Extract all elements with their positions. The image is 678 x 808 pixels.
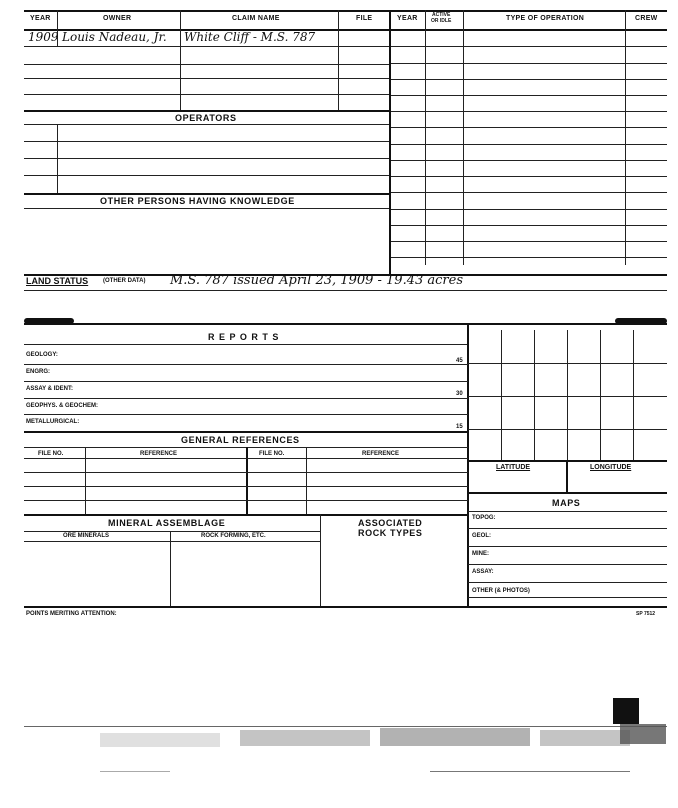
col-active-line1: ACTIVE xyxy=(431,12,451,18)
ref-reference-2: REFERENCE xyxy=(362,451,400,457)
ref-file-no-2: FILE NO. xyxy=(259,451,285,457)
mineral-assemblage-title: MINERAL ASSEMBLAGE xyxy=(108,518,226,528)
longitude-label: LONGITUDE xyxy=(590,464,632,471)
col-year: YEAR xyxy=(30,15,51,22)
geophys-label: GEOPHYS. & GEOCHEM: xyxy=(26,403,99,409)
metallurgical-label: METALLURGICAL: xyxy=(26,419,80,425)
engrg-label: ENGRG: xyxy=(26,369,50,375)
ref-file-no-1: FILE NO. xyxy=(38,451,64,457)
geology-label: GEOLOGY: xyxy=(26,352,58,358)
associated-line1: ASSOCIATED xyxy=(358,518,423,528)
general-references-title: GENERAL REFERENCES xyxy=(181,435,300,445)
col-crew: CREW xyxy=(635,15,658,22)
assay-ident-label: ASSAY & IDENT: xyxy=(26,386,74,392)
maps-mine: MINE: xyxy=(472,551,489,557)
maps-title: MAPS xyxy=(552,498,581,508)
scale-45: 45 xyxy=(456,358,463,364)
ref-reference-1: REFERENCE xyxy=(140,451,178,457)
col-owner: OWNER xyxy=(103,15,132,22)
col-year-2: YEAR xyxy=(397,15,418,22)
col-file: FILE xyxy=(356,15,373,22)
maps-topog: TOPOG: xyxy=(472,515,496,521)
operators-heading: OPERATORS xyxy=(175,113,237,123)
latitude-label: LATITUDE xyxy=(496,464,531,471)
col-active-idle xyxy=(431,12,451,24)
land-status-label: LAND STATUS xyxy=(26,276,89,286)
other-persons-heading: OTHER PERSONS HAVING KNOWLEDGE xyxy=(100,196,295,206)
entry-claim: White Cliff - M.S. 787 xyxy=(184,30,316,44)
maps-other: OTHER (& PHOTOS) xyxy=(472,588,530,594)
form-number: SP 7512 xyxy=(636,611,656,617)
ore-minerals-label: ORE MINERALS xyxy=(63,533,110,539)
land-status-sublabel: (OTHER DATA) xyxy=(103,278,146,284)
rock-forming-label: ROCK FORMING, ETC. xyxy=(201,533,266,539)
scale-15: 15 xyxy=(456,424,463,430)
scale-30: 30 xyxy=(456,391,463,397)
maps-geol: GEOL: xyxy=(472,533,491,539)
associated-line2: ROCK TYPES xyxy=(358,528,423,538)
col-active-line2: OR IDLE xyxy=(431,18,452,24)
reports-title: R E P O R T S xyxy=(208,332,280,342)
entry-year: 1909 xyxy=(28,30,59,44)
col-type-of-operation: TYPE OF OPERATION xyxy=(506,15,585,22)
col-claim-name: CLAIM NAME xyxy=(232,15,280,22)
land-status-value: M.S. 787 issued April 23, 1909 - 19.43 acres xyxy=(170,273,463,288)
maps-assay: ASSAY: xyxy=(472,569,494,575)
entry-owner: Louis Nadeau, Jr. xyxy=(62,30,167,44)
points-meriting-attention: POINTS MERITING ATTENTION: xyxy=(26,611,117,617)
